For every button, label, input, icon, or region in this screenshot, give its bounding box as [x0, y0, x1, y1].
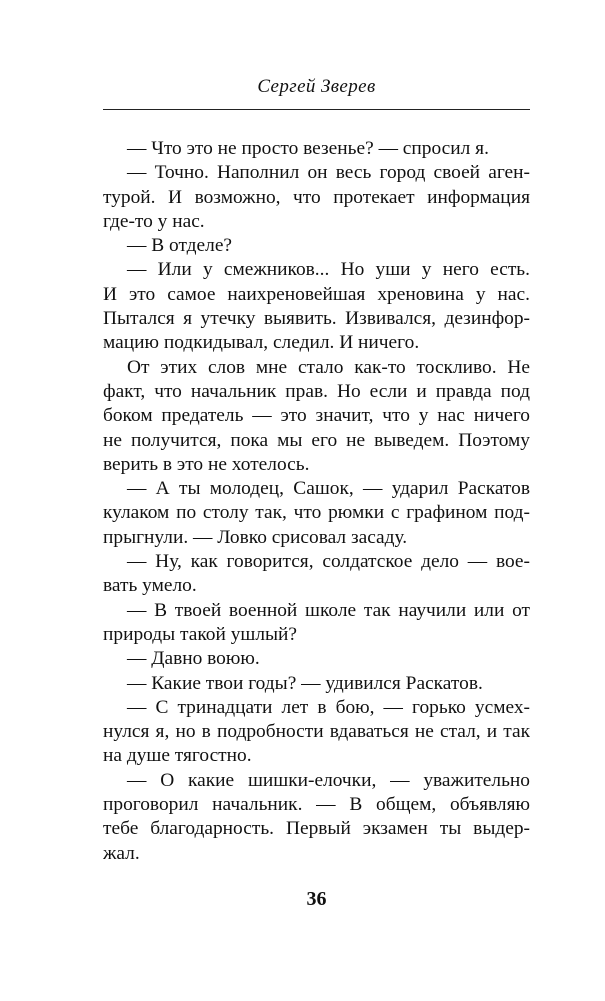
text-line: факт, что начальник прав. Но если и правда под — [103, 380, 530, 402]
text-line: И это самое наихреновейшая хреновина у нас. — [103, 283, 530, 305]
text-line: — С тринадцати лет в бою, — горько усмех- — [127, 696, 530, 718]
text-line: — О какие шишки-елочки, — уважительно — [127, 769, 530, 791]
text-line: мацию подкидывал, следил. И ничего. — [103, 332, 420, 354]
text-line: боком предатель — это значит, что у нас ничего — [103, 405, 530, 427]
running-head-author: Сергей Зверев — [257, 76, 376, 97]
text-line: верить в это не хотелось. — [103, 453, 310, 475]
text-line: — В твоей военной школе так научили или от — [127, 599, 530, 621]
text-line: где-то у нас. — [103, 210, 205, 232]
header-rule — [103, 109, 530, 110]
text-line: природы такой ушлый? — [103, 623, 298, 645]
text-line: проговорил начальник. — В общем, объявляю — [103, 794, 530, 816]
text-line: нулся я, но в подробности вдаваться не стал, и так — [103, 721, 530, 743]
text-line: — Ну, как говорится, солдатское дело — вое- — [127, 551, 530, 573]
text-line: — Что это не просто везенье? — спросил я. — [127, 138, 489, 159]
text-line: Пытался я утечку выявить. Извивался, дезинфор- — [103, 308, 530, 330]
text-line: — Давно воюю. — [127, 648, 260, 670]
text-line: От этих слов мне стало как-то тоскливо. Не — [127, 356, 530, 378]
text-line: турой. И возможно, что протекает информация — [103, 186, 530, 208]
text-line: не получится, пока мы его не выведем. Поэтому — [103, 429, 530, 451]
text-line: тебе благодарность. Первый экзамен ты выдер- — [103, 818, 530, 840]
text-line: — В отделе? — [127, 235, 233, 257]
text-line: — Или у смежников... Но уши у него есть. — [127, 259, 530, 281]
text-line: — А ты молодец, Сашок, — ударил Раскатов — [127, 478, 530, 500]
text-line: вать умело. — [103, 575, 197, 597]
text-line: — Точно. Наполнил он весь город своей аген- — [127, 162, 530, 184]
text-line: на душе тягостно. — [103, 745, 252, 767]
text-line: прыгнули. — Ловко срисовал засаду. — [103, 526, 408, 548]
page-number: 36 — [306, 888, 327, 910]
text-line: кулаком по столу так, что рюмки с графином под- — [103, 502, 530, 524]
text-line: жал. — [103, 842, 140, 864]
text-line: — Какие твои годы? — удивился Раскатов. — [127, 672, 483, 694]
body-text — [103, 137, 530, 866]
